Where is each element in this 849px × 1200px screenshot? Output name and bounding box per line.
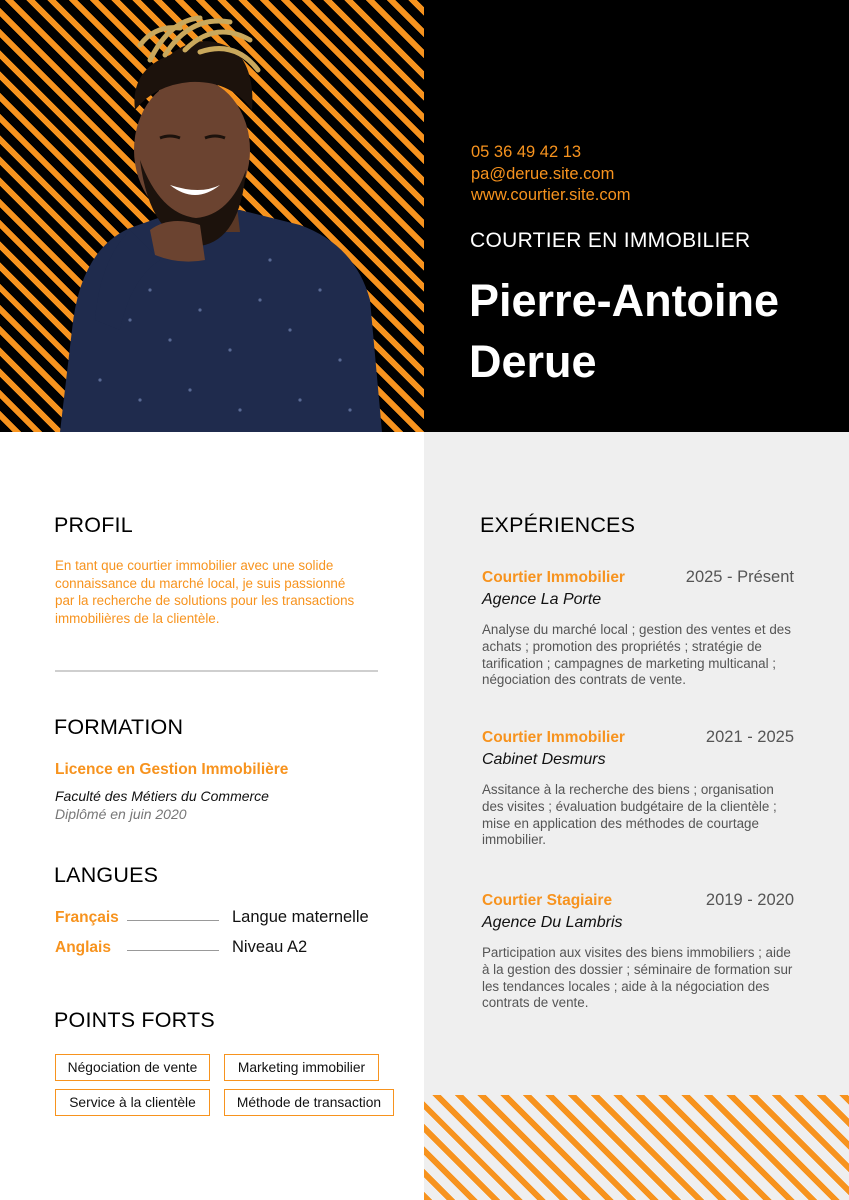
- experience-item: [482, 892, 794, 1022]
- experience-company: Agence La Porte: [482, 591, 602, 608]
- experience-company: Cabinet Desmurs: [482, 751, 606, 768]
- last-name: Derue: [469, 336, 597, 387]
- contact-block: [471, 142, 631, 207]
- education-degree: Licence en Gestion Immobilière: [55, 761, 289, 778]
- experience-dates: 2025 - Présent: [685, 568, 794, 586]
- phone-number: 05 36 49 42 13: [471, 143, 582, 161]
- experience-dates: 2019 - 2020: [705, 891, 794, 909]
- website-url: www.courtier.site.com: [471, 186, 631, 204]
- language-name: Anglais: [55, 939, 111, 956]
- experience-description: Analyse du marché local ; gestion des ventes et des achats ; promotion des propriétés ; stratégie de tarification ; campagnes de marketing multicanal ; négociation des contrats de vente.: [482, 622, 791, 688]
- experience-item: [482, 729, 794, 859]
- profile-text: En tant que courtier immobilier avec une solide connaissance du marché local, je suis passionné par la recherche de solutions pour les transactions immobilières de la clientèle.: [55, 558, 355, 626]
- email-address: pa@derue.site.com: [471, 164, 615, 183]
- language-item: [55, 939, 415, 961]
- education-date: Diplômé en juin 2020: [55, 806, 187, 822]
- experience-company: Agence Du Lambris: [482, 914, 623, 931]
- section-divider: [55, 670, 378, 672]
- profile-photo: [0, 0, 424, 432]
- experience-role: Courtier Stagiaire: [482, 892, 613, 909]
- person-name: [469, 270, 779, 392]
- experience-description: Assitance à la recherche des biens ; organisation des visites ; évaluation budgétaire de la clientèle ; mise en application des méthodes de courtage immobilier.: [482, 782, 777, 848]
- education-school: Faculté des Métiers du Commerce: [55, 788, 269, 804]
- experience-role: Courtier Immobilier: [482, 729, 625, 746]
- language-item: [55, 909, 415, 931]
- experience-heading: EXPÉRIENCES: [480, 513, 636, 537]
- decorative-stripes: [424, 1095, 849, 1200]
- profile-heading: PROFIL: [54, 513, 133, 537]
- language-name: Français: [55, 909, 119, 926]
- strengths-heading: POINTS FORTS: [54, 1008, 215, 1032]
- job-title: COURTIER EN IMMOBILIER: [470, 229, 751, 252]
- experience-item: [482, 569, 794, 699]
- strength-tag: Méthode de transaction: [224, 1089, 394, 1116]
- experience-role: Courtier Immobilier: [482, 569, 625, 586]
- language-level: Langue maternelle: [232, 908, 369, 926]
- strength-tag: Marketing immobilier: [224, 1054, 379, 1081]
- experience-dates: 2021 - 2025: [705, 728, 794, 746]
- education-heading: FORMATION: [54, 715, 184, 739]
- portrait-illustration: [0, 0, 424, 432]
- strength-tag: Négociation de vente: [55, 1054, 210, 1081]
- experience-description: Participation aux visites des biens immobiliers ; aide à la gestion des dossier ; séminaire de formation sur les tendances locales ; aide à la négociation des contrats de vente.: [482, 945, 793, 1011]
- first-name: Pierre-Antoine: [469, 275, 780, 326]
- strength-tag: Service à la clientèle: [55, 1089, 210, 1116]
- language-level: Niveau A2: [232, 938, 308, 956]
- language-divider: [127, 950, 219, 951]
- language-divider: [127, 920, 219, 921]
- languages-heading: LANGUES: [54, 863, 159, 887]
